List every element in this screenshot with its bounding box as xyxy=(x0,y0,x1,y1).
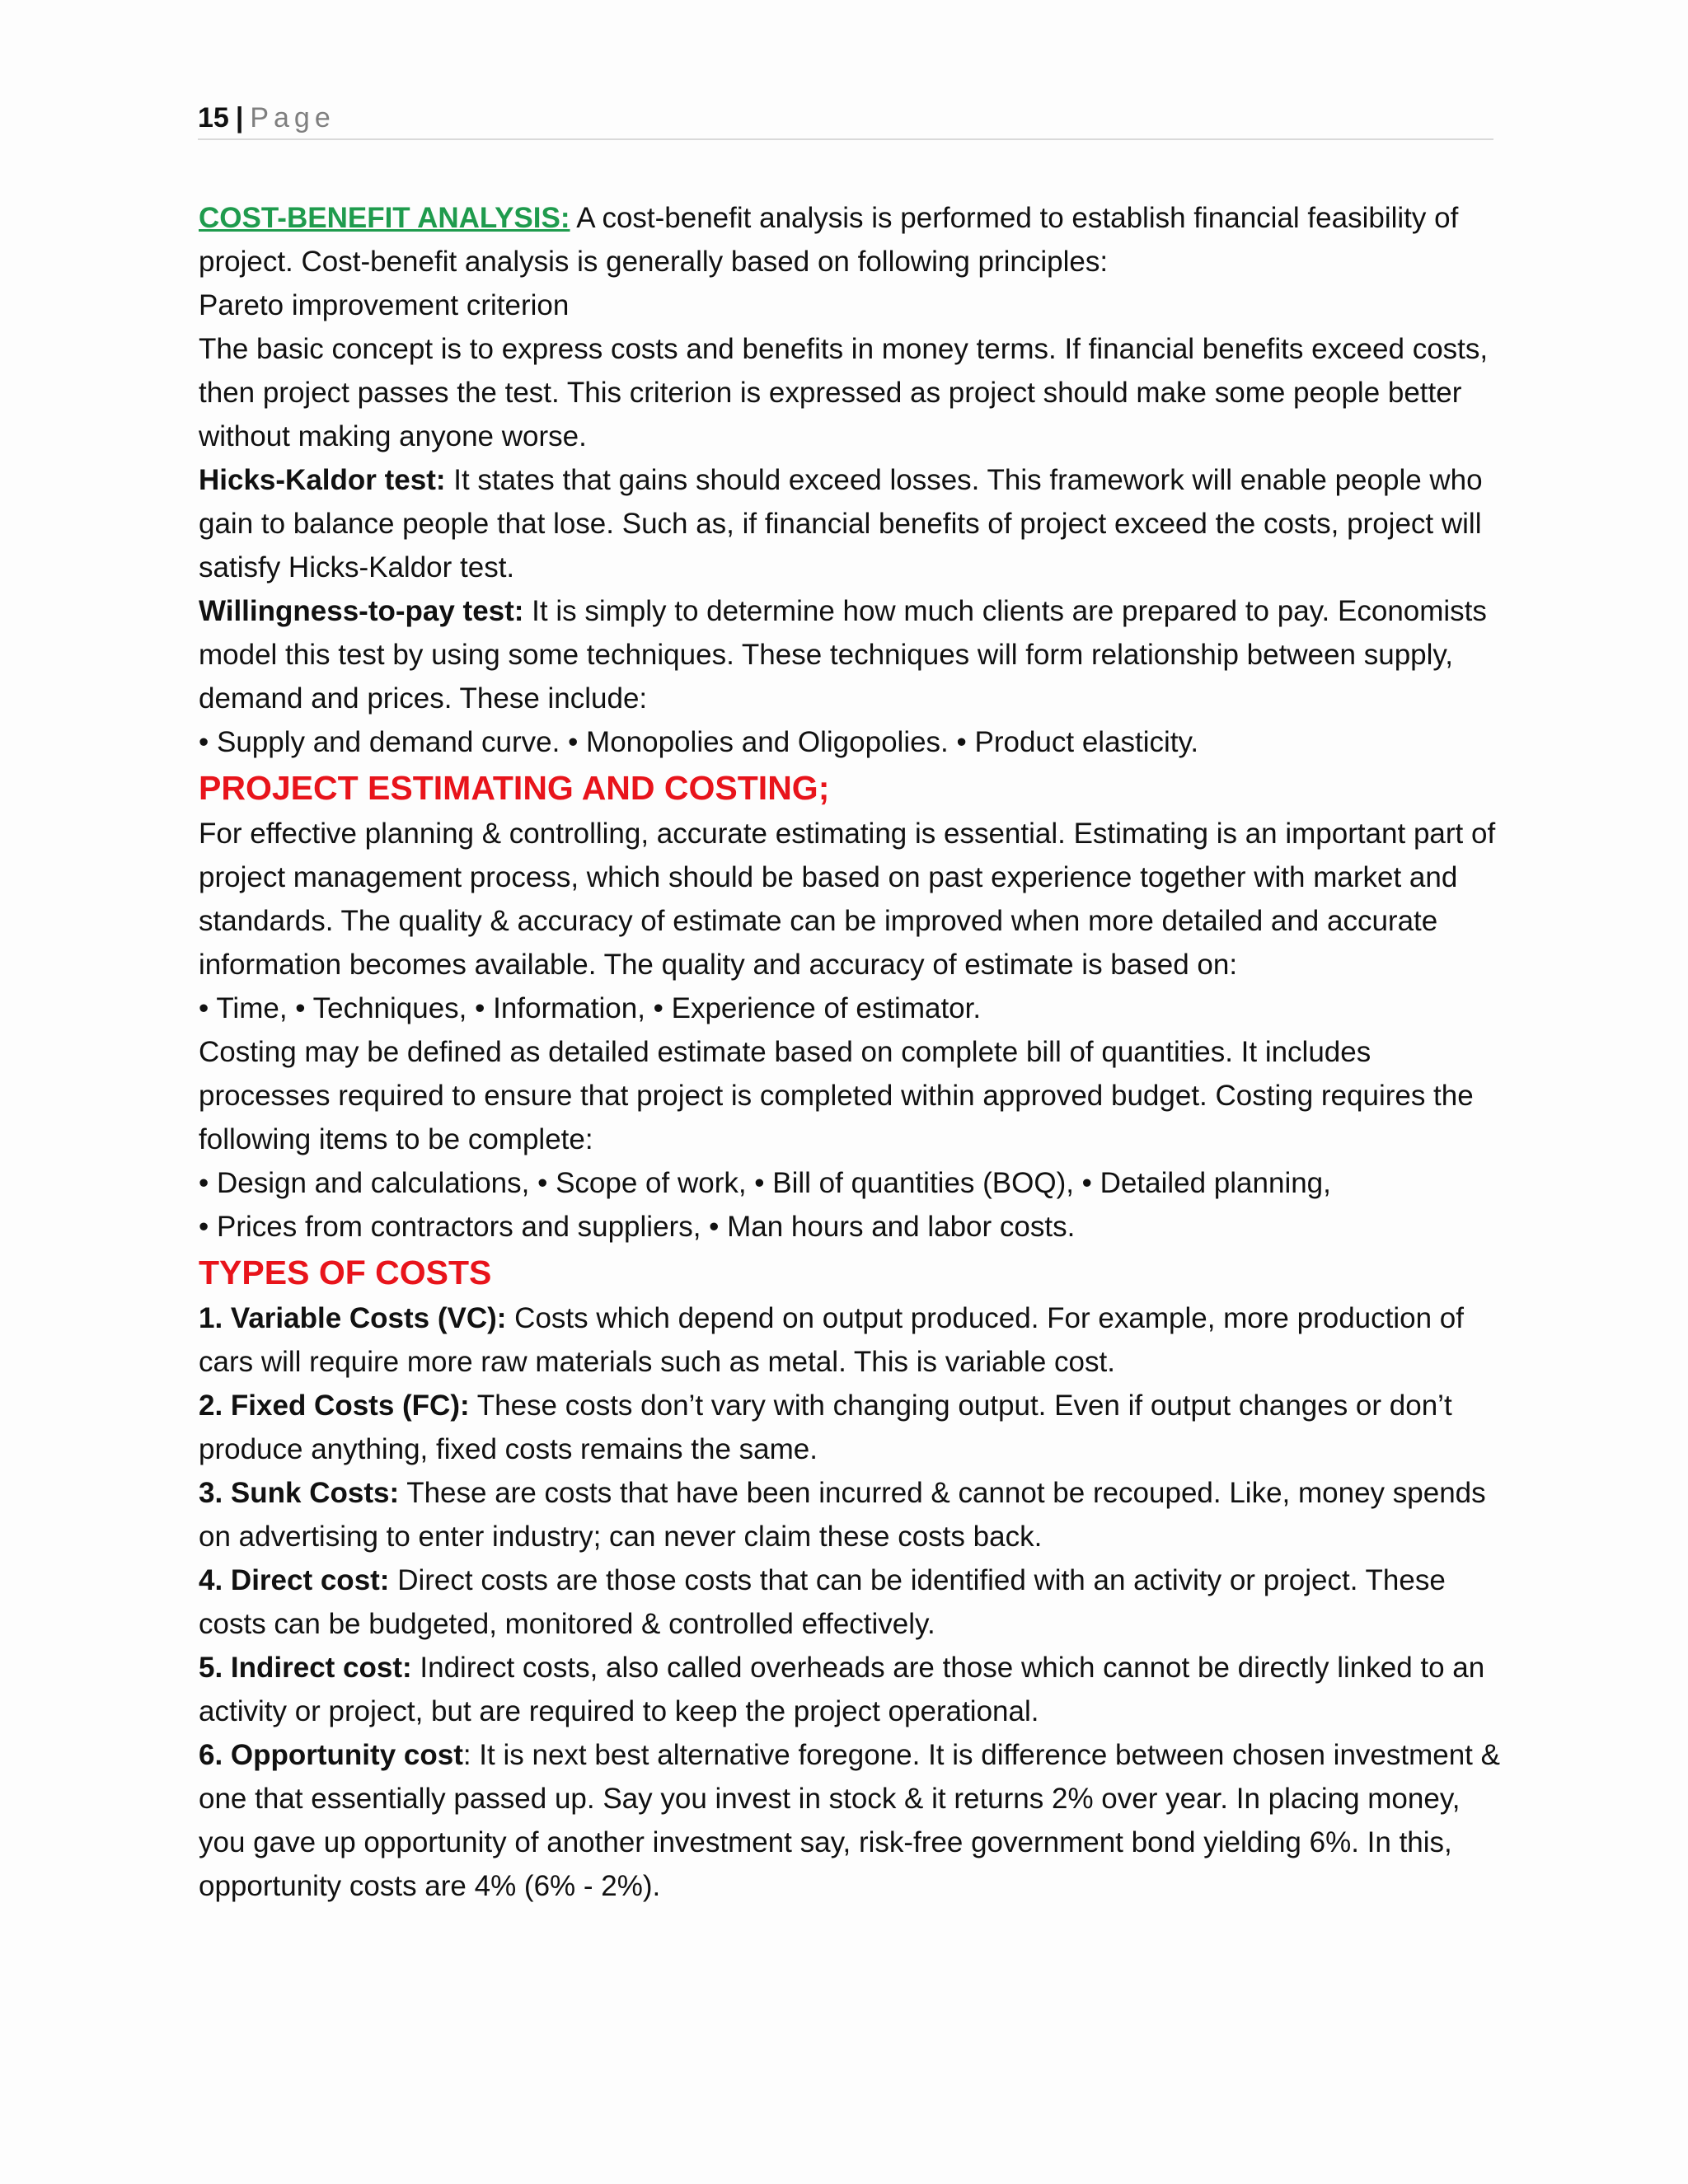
costing-paragraph: Costing may be defined as detailed estimate based on complete bill of quantities. It includes processes required to ensure that project is completed within approved budget. Costing requires the following items to be complete: xyxy=(199,1036,1474,1155)
basic-concept-paragraph: The basic concept is to express costs and benefits in money terms. If financial benefits exceed costs, then project passes the test. This criterion is expressed as project should make some people better without making anyone worse. xyxy=(199,333,1489,452)
cost-type-label: 2. Fixed Costs (FC): xyxy=(199,1390,470,1422)
cost-type-text: : It is next best alternative foregone. It is difference between chosen investment & one that essentially passed up. Say you invest in stock & it returns 2% over year. In placing money, you gave up opportunity of another investment say, risk-free government bond yielding 6%. In this, opportunity costs are 4% (6% - 2%). xyxy=(199,1739,1500,1902)
cost-type-item xyxy=(199,1733,1501,1908)
costing-bullets-a: • Design and calculations, • Scope of work, • Bill of quantities (BOQ), • Detailed planning, xyxy=(199,1167,1331,1199)
header-separator: | xyxy=(235,102,244,134)
cost-type-text: Costs which depend on output produced. For example, more production of cars will require more raw materials such as metal. This is variable cost. xyxy=(199,1302,1464,1378)
estimating-bullets-1: • Time, • Techniques, • Information, • Experience of estimator. xyxy=(199,992,982,1024)
cba-bullets: • Supply and demand curve. • Monopolies and Oligopolies. • Product elasticity. xyxy=(199,726,1199,758)
pareto-line: Pareto improvement criterion xyxy=(199,289,570,321)
cost-type-label: 4. Direct cost: xyxy=(199,1564,390,1596)
cost-type-item xyxy=(199,1384,1501,1471)
cost-type-item xyxy=(199,1646,1501,1733)
estimating-paragraph-1: For effective planning & controlling, accurate estimating is essential. Estimating is an important part of project management process, which should be based on past experience together with market and standards. The quality & accuracy of estimate can be improved when more detailed and accurate information becomes available. The quality and accuracy of estimate is based on: xyxy=(199,818,1496,981)
willingness-label: Willingness-to-pay test: xyxy=(199,595,524,627)
page-label: Page xyxy=(250,102,335,134)
cost-type-label: 6. Opportunity cost xyxy=(199,1739,463,1771)
costing-bullets-b: • Prices from contractors and suppliers, • Man hours and labor costs. xyxy=(199,1211,1076,1243)
cba-heading: COST-BENEFIT ANALYSIS: xyxy=(199,202,570,234)
types-heading: TYPES OF COSTS xyxy=(199,1254,492,1291)
cost-type-label: 5. Indirect cost: xyxy=(199,1652,412,1684)
cost-type-item xyxy=(199,1558,1501,1646)
hicks-kaldor-paragraph xyxy=(199,458,1501,589)
page-number: 15 xyxy=(198,102,229,134)
cba-intro-text: A cost-benefit analysis is performed to establish financial feasibility of project. Cost-benefit analysis is generally based on following principles: xyxy=(199,202,1459,278)
cost-type-text: These are costs that have been incurred & cannot be recouped. Like, money spends on advertising to enter industry; can never claim these costs back. xyxy=(199,1477,1486,1553)
page-header xyxy=(198,97,1493,140)
cost-type-text: Indirect costs, also called overheads are those which cannot be directly linked to an activity or project, but are required to keep the project operational. xyxy=(199,1652,1485,1727)
cost-type-text: Direct costs are those costs that can be identified with an activity or project. These costs can be budgeted, monitored & controlled effectively. xyxy=(199,1564,1446,1640)
cba-intro-paragraph xyxy=(199,196,1501,284)
estimating-heading: PROJECT ESTIMATING AND COSTING; xyxy=(199,769,830,807)
willingness-text: It is simply to determine how much clients are prepared to pay. Economists model this test by using some techniques. These techniques will form relationship between supply, demand and prices. These include: xyxy=(199,595,1487,715)
cost-type-item xyxy=(199,1471,1501,1558)
cost-type-text: These costs don’t vary with changing output. Even if output changes or don’t produce anything, fixed costs remains the same. xyxy=(199,1390,1452,1465)
page-body xyxy=(199,196,1501,1908)
hicks-kaldor-label: Hicks-Kaldor test: xyxy=(199,464,446,496)
cost-type-label: 3. Sunk Costs: xyxy=(199,1477,400,1509)
cost-type-label: 1. Variable Costs (VC): xyxy=(199,1302,507,1334)
hicks-kaldor-text: It states that gains should exceed losses. This framework will enable people who gain to balance people that lose. Such as, if financial benefits of project exceed the costs, project will satisfy Hicks-Kaldor test. xyxy=(199,464,1483,583)
cost-type-item xyxy=(199,1296,1501,1384)
willingness-paragraph xyxy=(199,589,1501,720)
